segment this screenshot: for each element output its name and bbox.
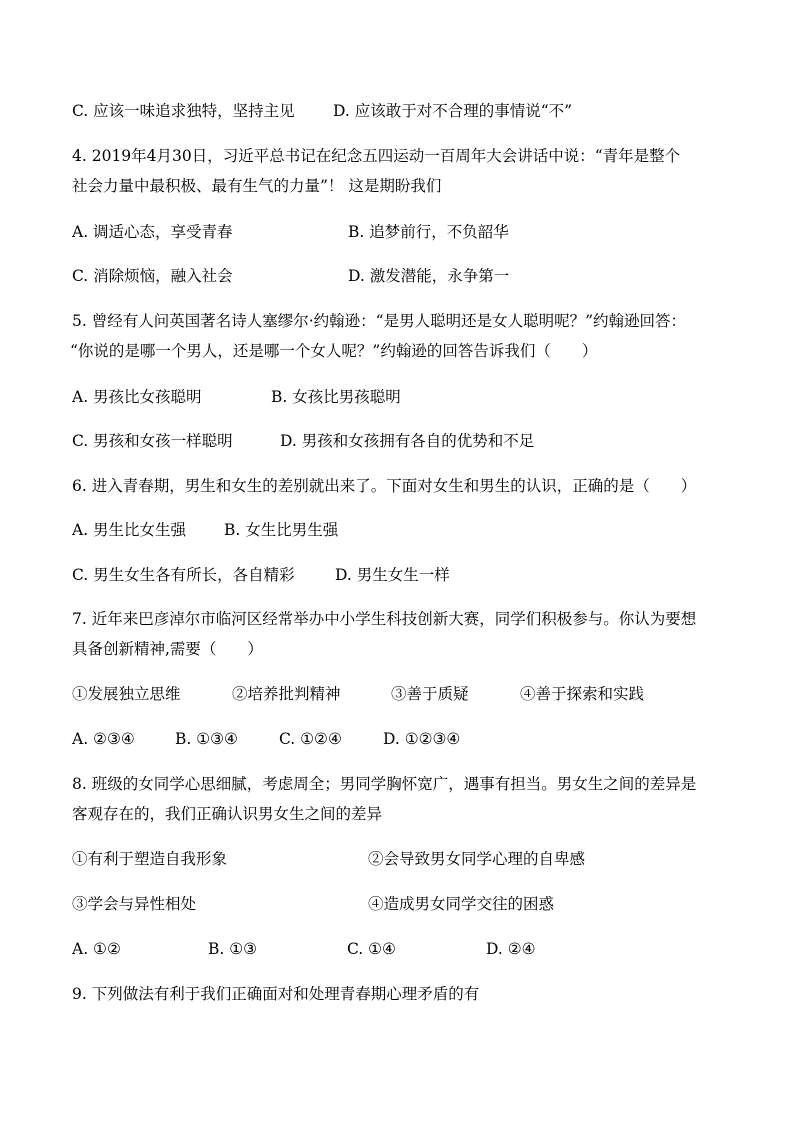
q5-option-b: B. 女孩比男孩聪明 [271,388,401,406]
q7-option-a: A. ②③④ [72,730,135,748]
q7-item-1: ①发展独立思维 [72,685,181,703]
q8-stem-line2: 客观存在的，我们正确认识男女生之间的差异 [72,805,383,823]
q5-stem-line2: “你说的是哪一个男人，还是哪一个女人呢？”约翰逊的回答告诉我们（ ） [70,342,598,360]
q8-stem-line1: 8. 班级的女同学心思细腻，考虑周全；男同学胸怀宽广，遇事有担当。男女生之间的差异是 [72,775,697,793]
q3-option-d: D. 应该敢于对不合理的事情说“不” [333,102,573,120]
q5-option-a: A. 男孩比女孩聪明 [72,388,202,406]
q6-option-c: C. 男生女生各有所长，各自精彩 [72,566,295,584]
q4-option-b: B. 追梦前行，不负韶华 [348,223,509,241]
q6-stem-line1: 6. 进入青春期，男生和女生的差别就出来了。下面对女生和男生的认识，正确的是（ ） [72,477,697,495]
q8-item-1: ①有利于塑造自我形象 [72,850,228,868]
q7-item-2: ②培养批判精神 [232,685,341,703]
q7-stem-line2: 具备创新精神,需要（ ） [72,640,263,658]
q4-option-d: D. 激发潜能，永争第一 [348,267,510,285]
q7-option-b: B. ①③④ [175,730,238,748]
q4-stem-line1: 4. 2019年4月30日，习近平总书记在纪念五四运动一百周年大会讲话中说：“青年是整个 [72,147,681,165]
q8-option-b: B. ①③ [208,940,258,958]
q7-option-d: D. ①②③④ [383,730,461,748]
q4-option-c: C. 消除烦恼，融入社会 [72,267,233,285]
q4-stem-line2: 社会力量中最积极、最有生气的力量”！ 这是期盼我们 [72,177,442,195]
q8-option-a: A. ①② [72,940,121,958]
q8-item-3: ③学会与异性相处 [72,895,197,913]
q7-item-4: ④善于探索和实践 [520,685,645,703]
q6-option-a: A. 男生比女生强 [72,521,187,539]
q8-item-2: ②会导致男女同学心理的自卑感 [368,850,586,868]
q3-option-c: C. 应该一味追求独特，坚持主见 [72,102,295,120]
q8-item-4: ④造成男女同学交往的困惑 [368,895,555,913]
q6-option-d: D. 男生女生一样 [335,566,450,584]
q5-option-c: C. 男孩和女孩一样聪明 [72,432,233,450]
q8-option-d: D. ②④ [486,940,536,958]
q5-option-d: D. 男孩和女孩拥有各自的优势和不足 [280,432,535,450]
q7-item-3: ③善于质疑 [391,685,469,703]
q5-stem-line1: 5. 曾经有人问英国著名诗人塞缪尔·约翰逊：“是男人聪明还是女人聪明呢？”约翰逊回答： [72,312,686,330]
q6-option-b: B. 女生比男生强 [224,521,339,539]
q7-option-c: C. ①②④ [279,730,342,748]
q7-stem-line1: 7. 近年来巴彦淖尔市临河区经常举办中小学生科技创新大赛，同学们积极参与。你认为要想 [72,610,697,628]
q4-option-a: A. 调适心态，享受青春 [72,223,233,241]
q9-stem-line1: 9. 下列做法有利于我们正确面对和处理青春期心理矛盾的有 [72,985,480,1003]
q8-option-c: C. ①④ [347,940,396,958]
